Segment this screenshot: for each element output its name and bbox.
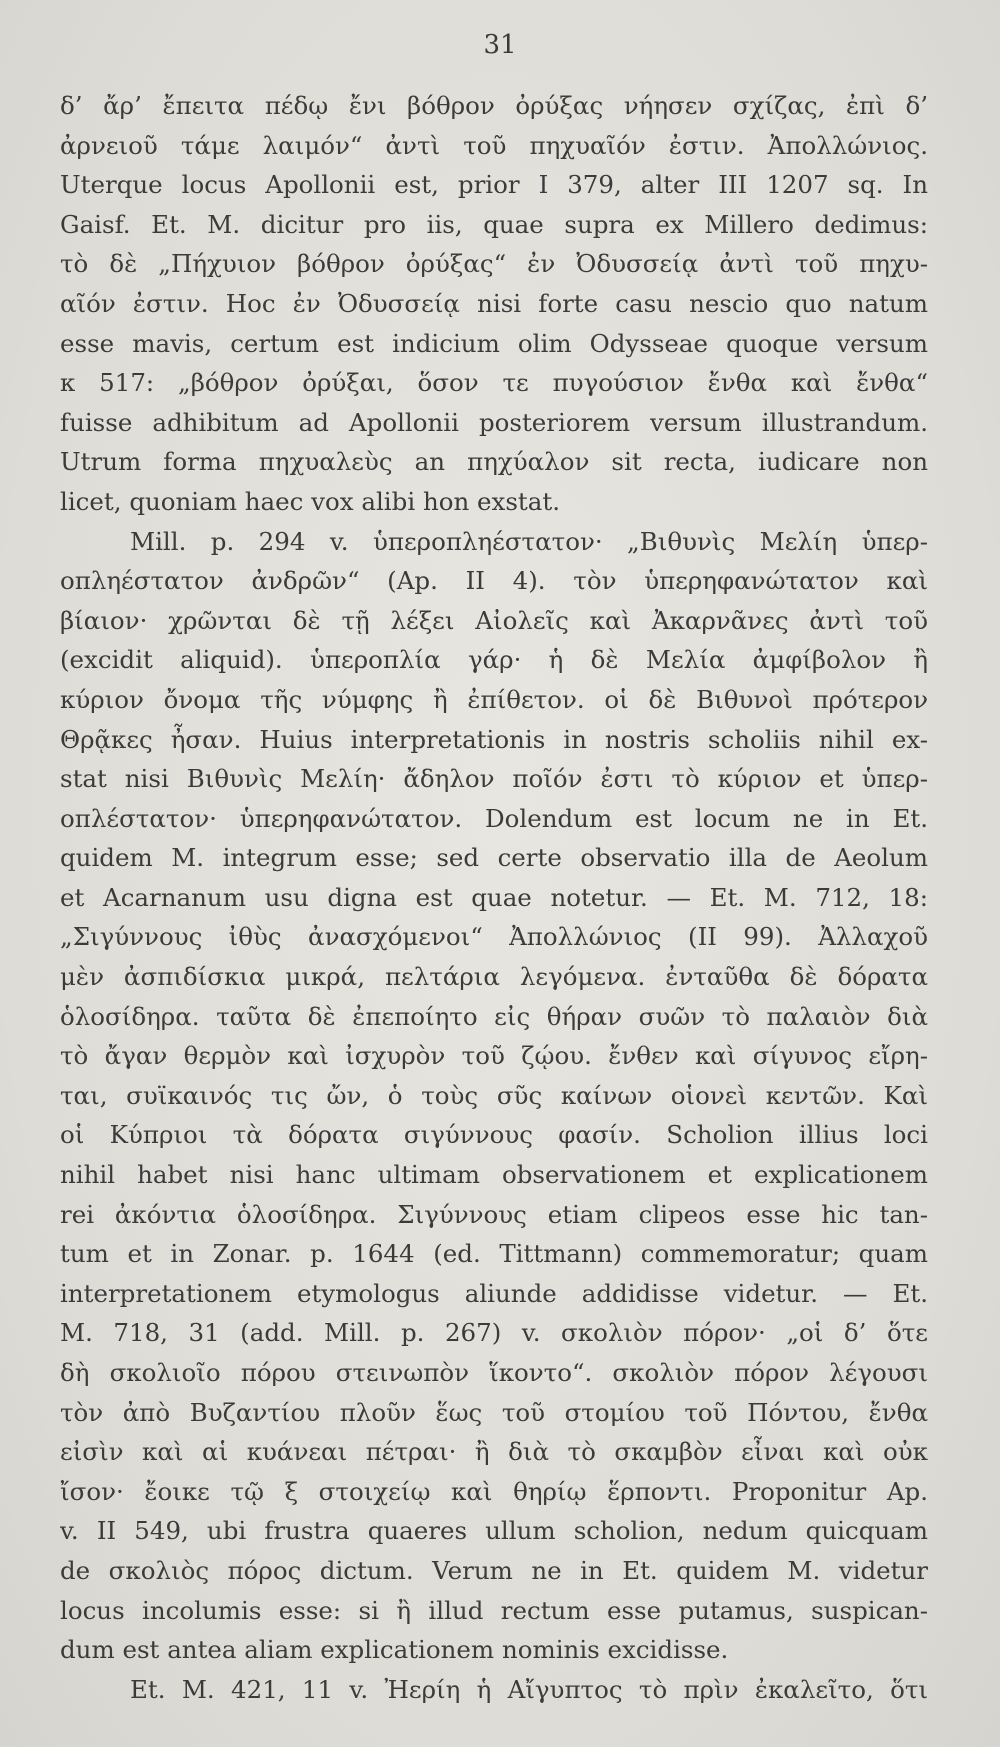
text-line: dum est antea aliam explicationem nominis excidisse. xyxy=(60,1635,729,1665)
text-line: Θρᾷκες ἦσαν. Huius interpretationis in nostris scholiis nihil ex- xyxy=(60,724,928,754)
text-line: Et. M. 421, 11 v. Ἠερίη ἡ Αἴγυπτος τὸ πρὶν ἐκαλεῖτο, ὅτι xyxy=(130,1674,928,1704)
text-line: nihil habet nisi hanc ultimam observationem et explicationem xyxy=(60,1160,928,1190)
text-line: τὸ δὲ „Πήχυιον βόθρον ὀρύξας“ ἐν Ὀδυσσείᾳ ἀντὶ τοῦ πηχυ- xyxy=(60,249,928,279)
text-line: δ’ ἄρ’ ἔπειτα πέδῳ ἔνι βόθρον ὀρύξας νήησεν σχίζας, ἐπὶ δ’ xyxy=(60,91,928,120)
text-line: οπληέστατον ἀνδρῶν“ (Ap. II 4). τὸν ὑπερηφανώτατον καὶ xyxy=(60,566,928,596)
text-line: ται, συϊκαινός τις ὤν, ὁ τοὺς σῦς καίνων οἱονεὶ κεντῶν. Καὶ xyxy=(60,1080,928,1110)
text-line: Gaisf. Et. M. dicitur pro iis, quae supra ex Millero dedimus: xyxy=(60,209,928,239)
text-line: τὸ ἄγαν θερμὸν καὶ ἰσχυρὸν τοῦ ζῴου. ἔνθεν καὶ σίγυνος εἴρη- xyxy=(60,1041,928,1071)
text-line: οπλέστατον· ὑπερηφανώτατον. Dolendum est locum ne in Et. xyxy=(60,803,928,833)
text-line: licet, quoniam haec vox alibi hon exstat. xyxy=(60,486,561,516)
text-line: de σκολιὸς πόρος dictum. Verum ne in Et. quidem M. videtur xyxy=(60,1555,928,1585)
text-line: αῖόν ἐστιν. Hoc ἐν Ὀδυσσείᾳ nisi forte casu nescio quo natum xyxy=(60,288,928,318)
text-line: „Σιγύννους ἰθὺς ἀνασχόμενοι“ Ἀπολλώνιος (II 99). Ἀλλαχοῦ xyxy=(60,922,928,952)
text-line: v. II 549, ubi frustra quaeres ullum scholion, nedum quicquam xyxy=(60,1516,928,1546)
text-line: esse mavis, certum est indicium olim Odysseae quoque versum xyxy=(60,328,928,358)
text-line: fuisse adhibitum ad Apollonii posteriorem versum illustrandum. xyxy=(60,407,928,437)
text-line: μὲν ἀσπιδίσκια μικρά, πελτάρια λεγόμενα. ἐνταῦθα δὲ δόρατα xyxy=(60,962,928,992)
body-text xyxy=(60,86,928,1709)
text-line: τὸν ἀπὸ Βυζαντίου πλοῦν ἕως τοῦ στομίου τοῦ Πόντου, ἔνθα xyxy=(60,1397,928,1427)
text-line: κύριον ὄνομα τῆς νύμφης ἢ ἐπίθετον. οἱ δὲ Βιθυνοὶ πρότερον xyxy=(60,684,928,714)
text-line: βίαιον· χρῶνται δὲ τῇ λέξει Αἰολεῖς καὶ Ἀκαρνᾶνες ἀντὶ τοῦ xyxy=(60,605,928,635)
text-line: ἴσον· ἔοικε τῷ ξ στοιχείῳ καὶ θηρίῳ ἕρποντι. Proponitur Ap. xyxy=(60,1476,928,1506)
text-line: M. 718, 31 (add. Mill. p. 267) v. σκολιὸν πόρον· „οἱ δ’ ὅτε xyxy=(60,1318,928,1348)
text-line: Mill. p. 294 v. ὑπεροπληέστατον· „Βιθυνὶς Μελίη ὑπερ- xyxy=(130,526,928,556)
text-line: et Acarnanum usu digna est quae notetur. — Et. M. 712, 18: xyxy=(60,882,928,912)
text-line: Utrum forma πηχυαλεὺς an πηχύαλον sit recta, iudicare non xyxy=(60,447,928,477)
text-line: δὴ σκολιοῖο πόρου στεινωπὸν ἵκοντο“. σκολιὸν πόρον λέγουσι xyxy=(60,1358,928,1387)
text-line: οἱ Κύπριοι τὰ δόρατα σιγύννους φασίν. Scholion illius loci xyxy=(60,1120,928,1150)
text-line: rei ἀκόντια ὁλοσίδηρα. Σιγύννους etiam clipeos esse hic tan- xyxy=(60,1199,928,1229)
text-line: interpretationem etymologus aliunde addidisse videtur. — Et. xyxy=(60,1278,928,1308)
text-line: ἀρνειοῦ τάμε λαιμόν“ ἀντὶ τοῦ πηχυαῖόν ἐστιν. Ἀπολλώνιος. xyxy=(60,130,928,160)
text-line: ὁλοσίδηρα. ταῦτα δὲ ἐπεποίητο εἰς θήραν συῶν τὸ παλαιὸν διὰ xyxy=(60,1001,928,1031)
text-line: locus incolumis esse: si ἢ illud rectum esse putamus, suspican- xyxy=(60,1595,928,1625)
text-line: εἰσὶν καὶ αἱ κυάνεαι πέτραι· ἢ διὰ τὸ σκαμβὸν εἶναι καὶ οὐκ xyxy=(60,1437,928,1467)
text-line: (excidit aliquid). ὑπεροπλία γάρ· ἡ δὲ Μελία ἀμφίβολον ἢ xyxy=(60,645,928,675)
page-number: 31 xyxy=(483,30,517,60)
text-line: κ 517: „βόθρον ὀρύξαι, ὅσον τε πυγούσιον ἔνθα καὶ ἔνθα“ xyxy=(60,368,928,398)
text-line: quidem M. integrum esse; sed certe observatio illa de Aeolum xyxy=(60,843,928,873)
text-line: tum et in Zonar. p. 1644 (ed. Tittmann) commemoratur; quam xyxy=(60,1239,928,1269)
text-line: stat nisi Βιθυνὶς Μελίη· ἄδηλον ποῖόν ἐστι τὸ κύριον et ὑπερ- xyxy=(60,764,928,794)
text-line: Uterque locus Apollonii est, prior I 379, alter III 1207 sq. In xyxy=(60,170,928,200)
